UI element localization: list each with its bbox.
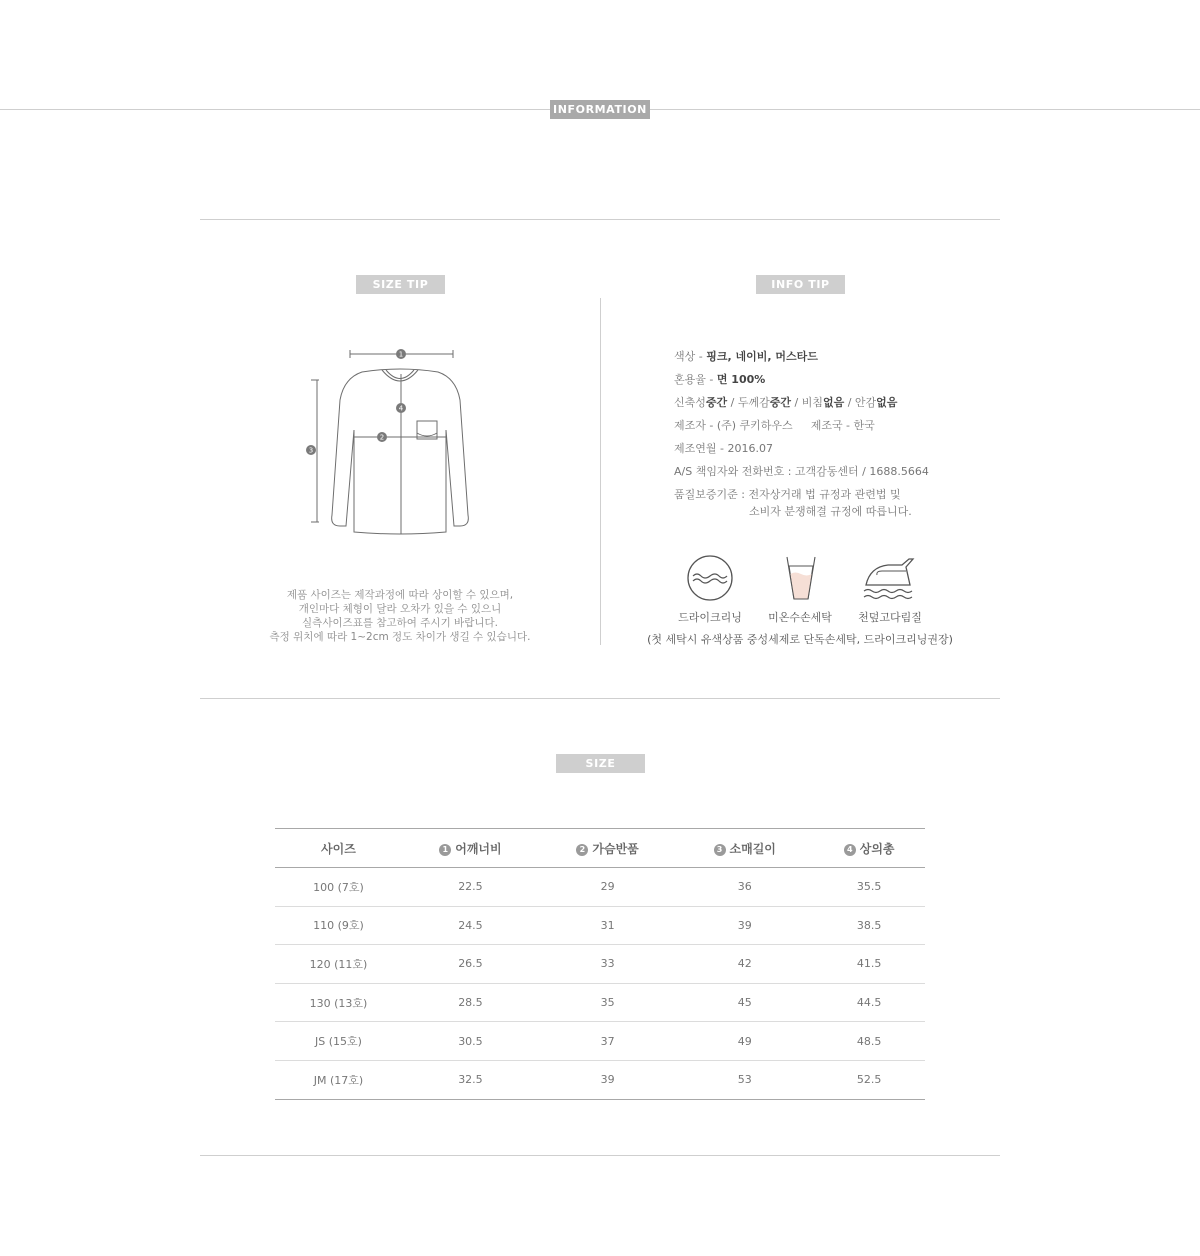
cell-size: 120 (11호) xyxy=(275,945,402,984)
section-divider-bottom xyxy=(200,1155,1000,1156)
cell-sleeve: 45 xyxy=(676,983,813,1022)
size-table-header xyxy=(275,829,925,868)
cell-sleeve: 39 xyxy=(676,906,813,945)
cell-length: 35.5 xyxy=(813,868,925,907)
size-tip-notes xyxy=(230,588,570,644)
info-warranty-cont: 소비자 분쟁해결 규정에 따릅니다. xyxy=(749,505,912,518)
size-tip-note: 실측사이즈표를 참고하여 주시기 바랍니다. xyxy=(302,617,498,629)
cell-length: 38.5 xyxy=(813,906,925,945)
dry-clean-icon xyxy=(685,553,735,603)
marker-1: 1 xyxy=(398,350,404,359)
info-texture: 신축성중간 / 두께감중간 / 비침없음 / 안감없음 xyxy=(674,396,898,409)
care-dry-clean xyxy=(665,553,755,625)
cell-chest: 29 xyxy=(539,868,676,907)
iron-with-cloth-icon xyxy=(862,553,918,603)
marker-1-badge: 1 xyxy=(439,844,451,856)
garment-pocket-flap xyxy=(417,433,437,436)
cell-shoulder: 26.5 xyxy=(402,945,539,984)
care-iron xyxy=(845,553,935,625)
cell-size: JM (17호) xyxy=(275,1060,402,1099)
cell-shoulder: 22.5 xyxy=(402,868,539,907)
cell-size: JS (15호) xyxy=(275,1022,402,1061)
garment-measure-diagram xyxy=(300,340,480,540)
cell-sleeve: 42 xyxy=(676,945,813,984)
care-label: 미온수손세탁 xyxy=(768,611,832,624)
cell-sleeve: 53 xyxy=(676,1060,813,1099)
cell-size: 110 (9호) xyxy=(275,906,402,945)
cell-sleeve: 49 xyxy=(676,1022,813,1061)
cell-length: 48.5 xyxy=(813,1022,925,1061)
table-row xyxy=(275,983,925,1022)
care-label: 드라이크리닝 xyxy=(678,611,742,624)
marker-4-badge: 4 xyxy=(844,844,856,856)
header-size: 사이즈 xyxy=(275,829,402,868)
cell-shoulder: 28.5 xyxy=(402,983,539,1022)
section-divider-top xyxy=(200,219,1000,220)
marker-2-badge: 2 xyxy=(576,844,588,856)
table-row xyxy=(275,868,925,907)
cell-chest: 39 xyxy=(539,1060,676,1099)
section-divider-middle xyxy=(200,698,1000,699)
size-tip-badge: SIZE TIP xyxy=(356,275,445,294)
header-chest: 2 가슴반품 xyxy=(539,829,676,868)
size-tip-note: 개인마다 체형이 달라 오차가 있을 수 있으니 xyxy=(298,603,502,615)
care-hand-wash xyxy=(755,553,845,625)
information-badge: INFORMATION xyxy=(550,100,650,119)
size-table xyxy=(275,828,925,1100)
care-label: 천덮고다림질 xyxy=(858,611,922,624)
table-row xyxy=(275,1022,925,1061)
cell-chest: 35 xyxy=(539,983,676,1022)
marker-3-badge: 3 xyxy=(714,844,726,856)
cell-length: 44.5 xyxy=(813,983,925,1022)
info-date: 제조연월 - 2016.07 xyxy=(674,442,773,455)
header-shoulder: 1 어깨너비 xyxy=(402,829,539,868)
cell-shoulder: 30.5 xyxy=(402,1022,539,1061)
marker-2: 2 xyxy=(379,433,385,442)
column-divider xyxy=(600,298,601,645)
size-tip-note: 측정 위치에 따라 1~2cm 정도 차이가 생길 수 있습니다. xyxy=(269,631,531,643)
info-tip-badge: INFO TIP xyxy=(756,275,845,294)
cell-chest: 37 xyxy=(539,1022,676,1061)
size-badge: SIZE xyxy=(556,754,645,773)
info-fabric: 혼용율 - 면 100% xyxy=(674,373,766,386)
garment-outline xyxy=(332,369,469,534)
cell-chest: 33 xyxy=(539,945,676,984)
cell-size: 100 (7호) xyxy=(275,868,402,907)
cell-length: 52.5 xyxy=(813,1060,925,1099)
info-color: 색상 - 핑크, 네이비, 머스타드 xyxy=(674,350,818,363)
cell-sleeve: 36 xyxy=(676,868,813,907)
cell-chest: 31 xyxy=(539,906,676,945)
cell-length: 41.5 xyxy=(813,945,925,984)
info-as: A/S 책임자와 전화번호 : 고객감동센터 / 1688.5664 xyxy=(674,465,929,478)
marker-3: 3 xyxy=(308,446,314,455)
cell-shoulder: 24.5 xyxy=(402,906,539,945)
info-warranty: 품질보증기준 : 전자상거래 법 규정과 관련법 및 xyxy=(674,488,901,501)
care-note: (첫 세탁시 유색상품 중성세제로 단독손세탁, 드라이크리닝권장) xyxy=(647,633,953,646)
header-sleeve: 3 소매길이 xyxy=(676,829,813,868)
hand-wash-icon xyxy=(775,553,825,603)
table-row xyxy=(275,1060,925,1099)
marker-4: 4 xyxy=(398,404,404,413)
product-info-list xyxy=(674,348,974,523)
table-row xyxy=(275,945,925,984)
info-maker: 제조자 - (주) 쿠키하우스 제조국 - 한국 xyxy=(674,419,875,432)
header-length: 4 상의총 xyxy=(813,829,925,868)
cell-size: 130 (13호) xyxy=(275,983,402,1022)
info-country: 제조국 - 한국 xyxy=(810,419,875,432)
table-row xyxy=(275,906,925,945)
cell-shoulder: 32.5 xyxy=(402,1060,539,1099)
size-tip-note: 제품 사이즈는 제작과정에 따라 상이할 수 있으며, xyxy=(286,589,514,601)
